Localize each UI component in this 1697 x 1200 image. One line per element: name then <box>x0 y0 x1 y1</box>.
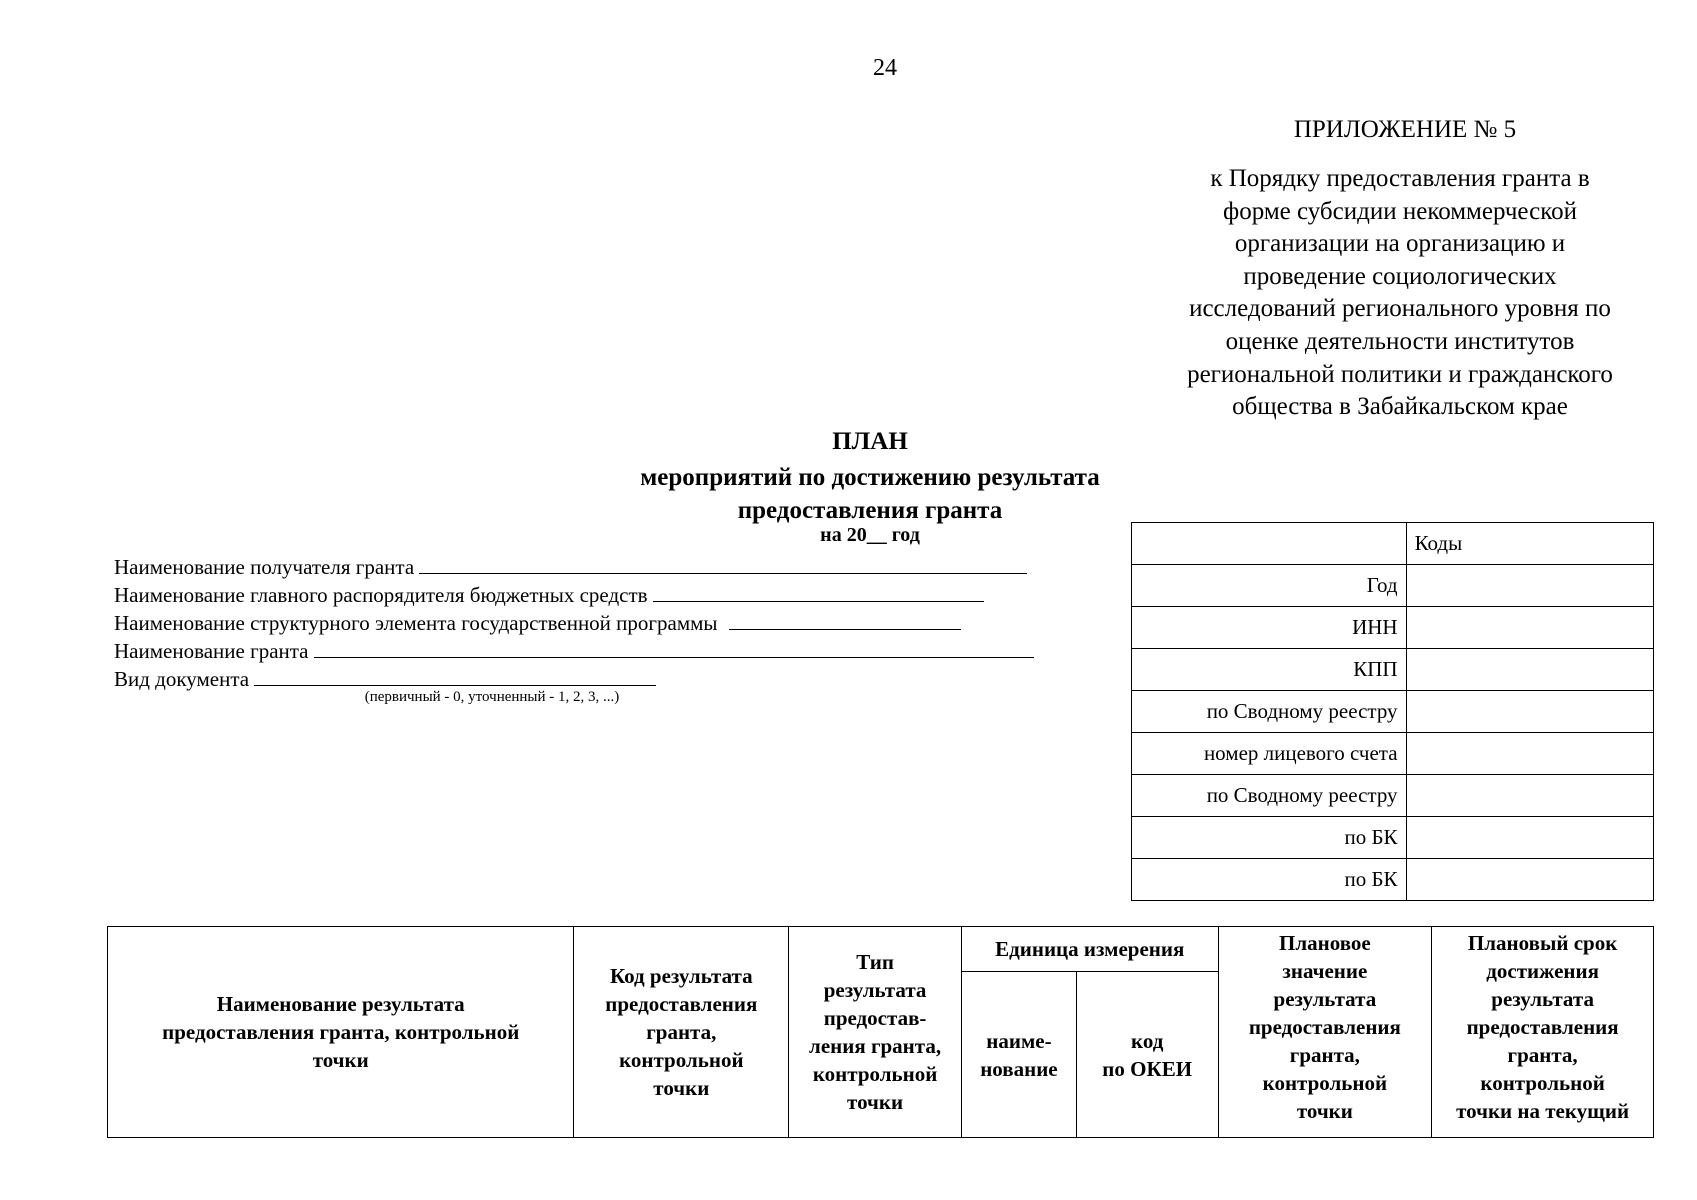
codes-row-value[interactable] <box>1406 859 1653 901</box>
codes-row <box>1132 565 1654 607</box>
recipient-name-blank[interactable] <box>419 553 1027 574</box>
codes-row-value[interactable] <box>1406 607 1653 649</box>
codes-row-value[interactable] <box>1406 817 1653 859</box>
codes-row-label: ИНН <box>1132 607 1407 649</box>
codes-row-label: по Сводному реестру <box>1132 775 1407 817</box>
plan-title: ПЛАН <box>832 428 908 455</box>
appendix-subtitle: к Порядку предоставления гранта в форме субсидии некоммерческой организации на организацию и проведение социологических исследований регионального уровня по оценке деятельности институтов региональной политики и гражданского общества в Забайкальском крае <box>1187 165 1613 421</box>
col-result-code-header: Код результата предоставления гранта, контрольной точки <box>574 927 789 1138</box>
program-element-field <box>114 609 961 637</box>
document-type-hint: (первичный - 0, уточненный - 1, 2, 3, ...) <box>364 689 620 705</box>
codes-row <box>1132 817 1654 859</box>
codes-row-label: по БК <box>1132 817 1407 859</box>
codes-row-label: по Сводному реестру <box>1132 691 1407 733</box>
page-number: 24 <box>873 55 897 81</box>
codes-row-label: по БК <box>1132 859 1407 901</box>
codes-row <box>1132 607 1654 649</box>
budget-manager-field <box>114 581 984 609</box>
codes-row-value[interactable] <box>1406 691 1653 733</box>
codes-row-value[interactable] <box>1406 565 1653 607</box>
codes-row-value[interactable] <box>1406 649 1653 691</box>
codes-row-label: КПП <box>1132 649 1407 691</box>
grant-name-label: Наименование гранта <box>114 639 309 663</box>
budget-manager-blank[interactable] <box>653 581 984 602</box>
program-element-blank[interactable] <box>729 609 961 630</box>
codes-row <box>1132 649 1654 691</box>
codes-header-row <box>1132 523 1654 565</box>
col-unit-name-header: наиме- нование <box>961 972 1076 1138</box>
grant-name-blank[interactable] <box>314 637 1034 658</box>
recipient-name-field <box>114 553 1027 581</box>
col-planned-value-header: Плановое значение результата предоставления гранта, контрольной точки <box>1218 927 1432 1138</box>
codes-row <box>1132 733 1654 775</box>
codes-table <box>1131 522 1654 901</box>
document-type-label: Вид документа <box>114 667 250 691</box>
program-element-label: Наименование структурного элемента государственной программы <box>114 611 718 635</box>
results-header-row <box>108 927 1654 972</box>
codes-header: Коды <box>1406 523 1653 565</box>
appendix-title: ПРИЛОЖЕНИЕ № 5 <box>1293 116 1517 143</box>
recipient-name-label: Наименование получателя гранта <box>114 555 415 579</box>
grant-name-field <box>114 637 1034 665</box>
col-planned-date-header: Плановый срок достижения результата предоставления гранта, контрольной точки на текущий <box>1432 927 1654 1138</box>
codes-row-label: номер лицевого счета <box>1132 733 1407 775</box>
budget-manager-label: Наименование главного распорядителя бюджетных средств <box>114 583 648 607</box>
codes-row-label: Год <box>1132 565 1407 607</box>
col-unit-header: Единица измерения <box>961 927 1218 972</box>
plan-year-line: на 20__ год <box>820 524 920 546</box>
codes-row <box>1132 859 1654 901</box>
codes-row-value[interactable] <box>1406 733 1653 775</box>
col-unit-okei-header: код по ОКЕИ <box>1076 972 1218 1138</box>
document-type-blank[interactable] <box>254 665 656 686</box>
codes-header-empty <box>1132 523 1407 565</box>
plan-subtitle: мероприятий по достижению результата предоставления гранта <box>640 464 1100 524</box>
codes-row <box>1132 775 1654 817</box>
codes-row-value[interactable] <box>1406 775 1653 817</box>
results-table <box>107 926 1654 1138</box>
col-result-type-header: Тип результата предостав- ления гранта, контрольной точки <box>789 927 962 1138</box>
col-result-name-header: Наименование результата предоставления гранта, контрольной точки <box>108 927 574 1138</box>
codes-row <box>1132 691 1654 733</box>
